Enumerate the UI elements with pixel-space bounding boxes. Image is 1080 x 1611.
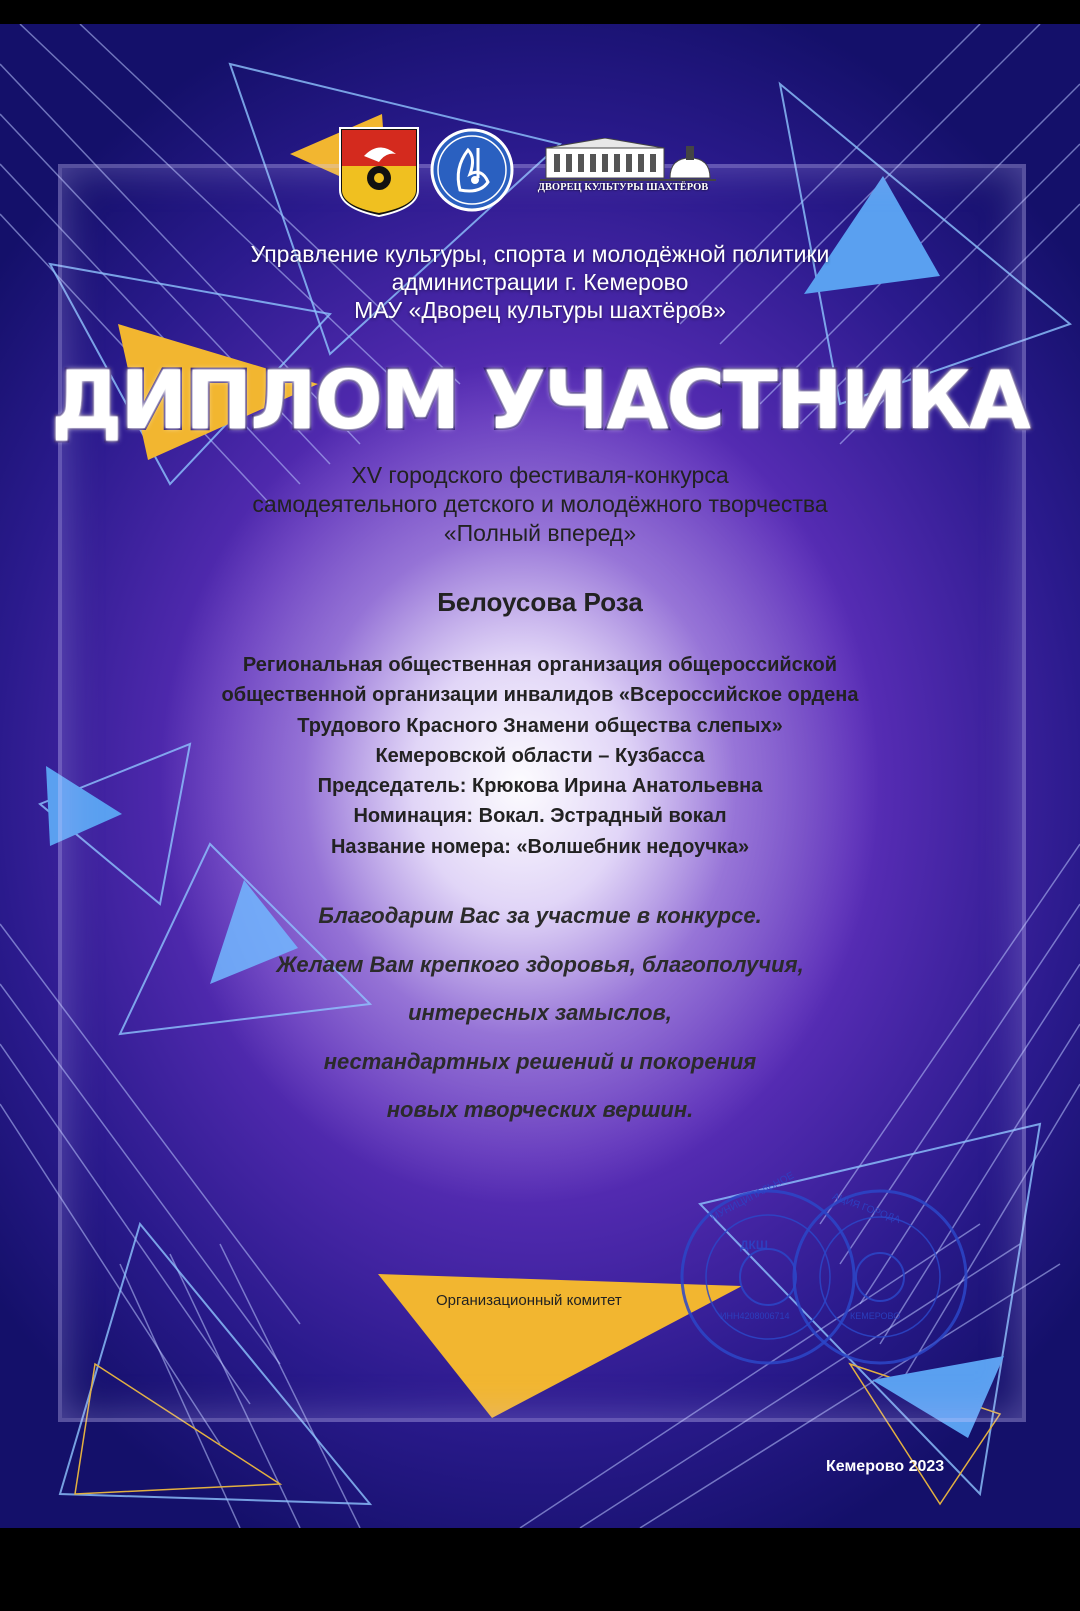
header-line: Управление культуры, спорта и молодёжной политики	[250, 241, 830, 267]
organizing-committee: Организационный комитет	[436, 1292, 622, 1309]
header-line: МАУ «Дворец культуры шахтёров»	[354, 297, 726, 323]
top-black-bar	[0, 0, 1080, 24]
organizer-header	[0, 240, 1080, 324]
diploma-title: ДИПЛОМ УЧАСТНИКА	[51, 354, 1029, 447]
thanks-line: интересных замыслов,	[408, 1000, 672, 1025]
palace-logo-caption: ДВОРЕЦ КУЛЬТУРЫ ШАХТЁРОВ	[537, 182, 709, 193]
festival-line: XV городского фестиваля-конкурса	[351, 462, 729, 488]
festival-description	[0, 461, 1080, 548]
header-line: администрации г. Кемерово	[391, 269, 689, 295]
thanks-line: Благодарим Вас за участие в конкурсе.	[318, 903, 762, 928]
svg-text:МУНИЦИПАЛЬНОЕ: МУНИЦИПАЛЬНОЕ	[709, 1170, 797, 1224]
nomination-line: Номинация: Вокал. Эстрадный вокал	[353, 805, 727, 828]
svg-text:ИНН4208006714: ИНН4208006714	[720, 1311, 790, 1321]
thanks-line: Желаем Вам крепкого здоровья, благополучия,	[276, 951, 804, 977]
thanks-line: нестандартных решений и покорения	[323, 1048, 757, 1074]
svg-text:КЕМЕРОВО: КЕМЕРОВО	[850, 1311, 901, 1321]
organization-line: Кемеровской области – Кузбасса	[375, 744, 705, 767]
svg-text:АЦИЯ ГОРОДА: АЦИЯ ГОРОДА	[830, 1191, 902, 1226]
organization-line: Региональная общественная организация общероссийской	[242, 654, 838, 676]
diploma-sheet	[0, 24, 1080, 1528]
kemerovo-coat-of-arms-icon	[338, 126, 420, 218]
festival-line: «Полный вперед»	[443, 520, 637, 546]
organization-line: общественной организации инвалидов «Всероссийское ордена	[221, 684, 859, 707]
thanks-line: новых творческих вершин.	[386, 1097, 694, 1122]
festival-line: самодеятельного детского и молодёжного творчества	[252, 491, 828, 517]
music-emblem-icon	[430, 128, 514, 212]
thanks-message	[0, 892, 1080, 1135]
organization-details	[0, 650, 1080, 862]
city-and-year: Кемерово 2023	[826, 1458, 945, 1475]
official-stamps	[680, 1169, 970, 1379]
participant-name: Белоусова Роза	[437, 587, 643, 617]
svg-text:ДКШ: ДКШ	[740, 1238, 768, 1252]
bottom-black-bar	[0, 1528, 1080, 1611]
organization-line: Трудового Красного Знамени общества слепых»	[297, 714, 783, 737]
chairman-line: Председатель: Крюкова Ирина Анатольевна	[317, 775, 763, 798]
piece-title-line: Название номера: «Волшебник недоучка»	[330, 835, 750, 858]
